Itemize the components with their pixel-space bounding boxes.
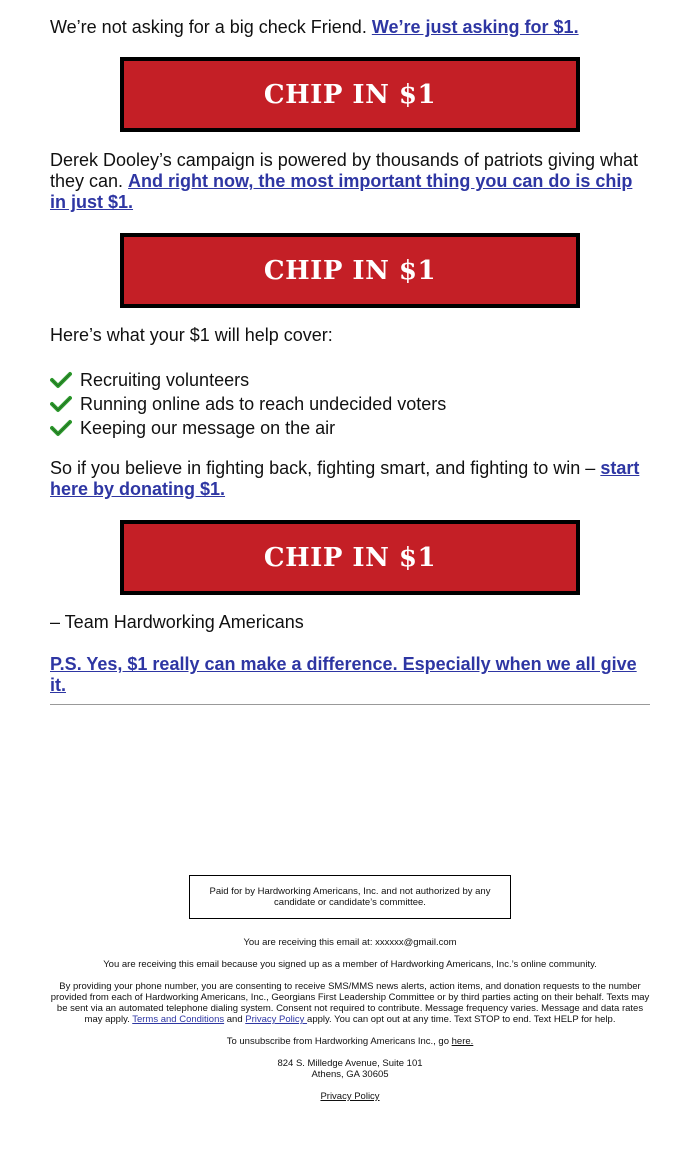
unsubscribe-notice: To unsubscribe from Hardworking Americans Inc., go here. [226, 1036, 474, 1047]
list-item-text: Keeping our message on the air [80, 418, 336, 438]
list-item [50, 392, 650, 416]
receiving-email-notice: You are receiving this email at: xxxxxx@gmail.com [243, 937, 457, 948]
list-item-text: Running online ads to reach undecided voters [80, 394, 447, 414]
donate-link[interactable]: start here by donating $1. [50, 458, 640, 499]
ps-paragraph [50, 654, 650, 696]
privacy-link-inline[interactable]: Privacy Policy [245, 1014, 308, 1025]
checkmark-icon [50, 370, 72, 390]
sms-consent-notice: By providing your phone number, you are consenting to receive SMS/MMS news alerts, action items, and donation requests to the number provided from each of Hardworking Americans, Inc., Georgians First Leadership Committee or by third parties acting on their behalf. Texts may be sent via an automated telephone dialing system. Consent not required to contribute. Message frequency varies. Message and data rates may apply. Terms and Conditions and Privacy Policy apply. You can opt out at any time. Text STOP to end. Text HELP for help. [50, 981, 650, 1025]
unsubscribe-link[interactable]: here. [451, 1036, 474, 1047]
list-item-text: Recruiting volunteers [80, 370, 250, 390]
address-line-1: 824 S. Milledge Avenue, Suite 101 [277, 1058, 423, 1069]
campaign-text: Derek Dooley’s campaign is powered by thousands of patriots giving what they can. [50, 150, 638, 191]
address [50, 1058, 650, 1080]
address-line-2: Athens, GA 30605 [311, 1069, 389, 1080]
paid-for-disclaimer: Paid for by Hardworking Americans, Inc. and not authorized by any candidate or candidate’s committee. [189, 875, 511, 919]
benefits-list [50, 368, 650, 440]
list-item [50, 416, 650, 440]
footer [50, 875, 650, 1102]
chip-in-button-2[interactable]: CHIP IN $1 [120, 233, 580, 308]
chip-in-link[interactable]: And right now, the most important thing you can do is chip in just $1. [50, 171, 633, 212]
intro-link[interactable]: We’re just asking for $1. [371, 17, 579, 37]
ps-link[interactable]: P.S. Yes, $1 really can make a difference. Especially when we all give it. [50, 654, 637, 695]
signoff: – Team Hardworking Americans [50, 612, 304, 632]
intro-text: We’re not asking for a big check Friend. [50, 17, 372, 37]
chip-in-button-3[interactable]: CHIP IN $1 [120, 520, 580, 595]
campaign-paragraph [50, 150, 650, 213]
chip-in-button-1[interactable]: CHIP IN $1 [120, 57, 580, 132]
intro-paragraph [50, 17, 650, 38]
checkmark-icon [50, 394, 72, 414]
cover-heading: Here’s what your $1 will help cover: [50, 325, 333, 345]
signup-notice: You are receiving this email because you signed up as a member of Hardworking Americans, Inc.’s online community. [103, 959, 597, 970]
donate-text: So if you believe in fighting back, fighting smart, and fighting to win – [50, 458, 601, 478]
checkmark-icon [50, 418, 72, 438]
list-item [50, 368, 650, 392]
terms-link[interactable]: Terms and Conditions [132, 1014, 225, 1025]
donate-paragraph [50, 458, 650, 500]
privacy-policy-link[interactable]: Privacy Policy [320, 1091, 380, 1102]
